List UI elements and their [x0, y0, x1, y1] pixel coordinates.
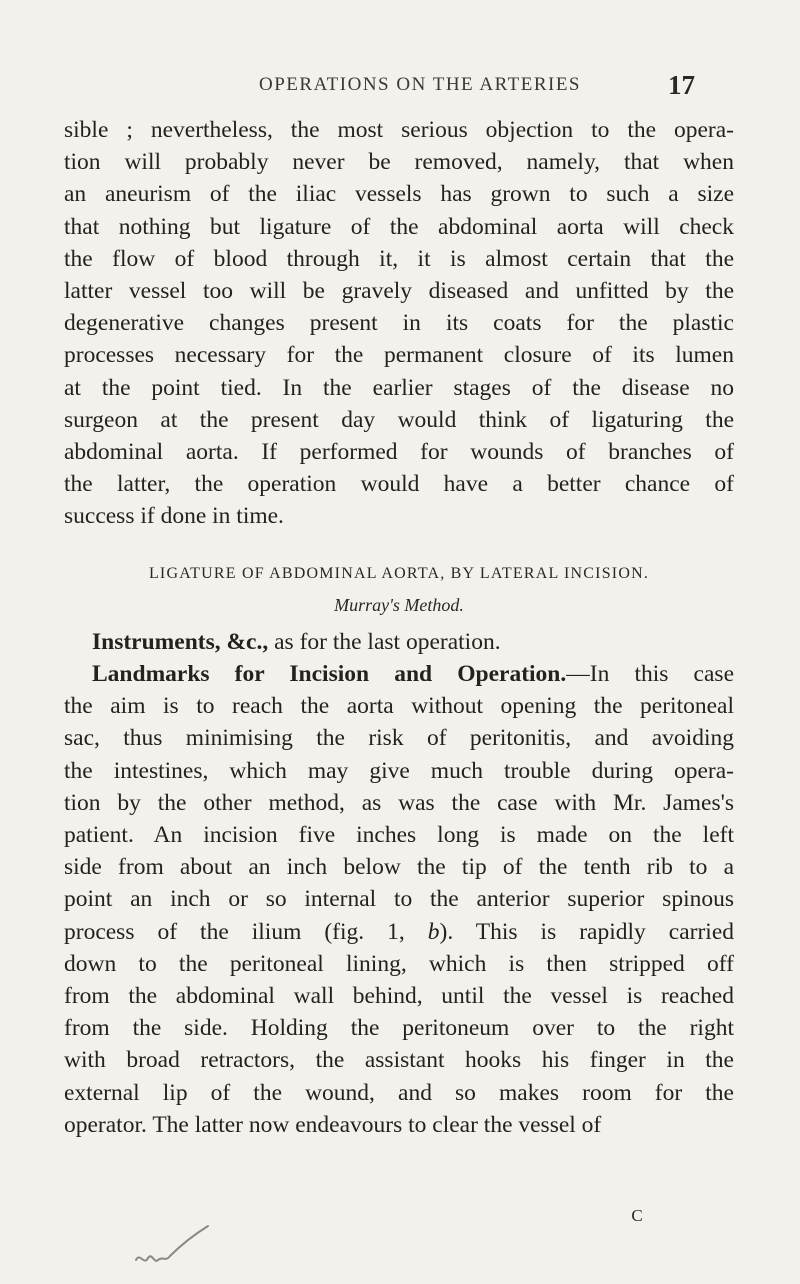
paragraph-3	[64, 658, 734, 1141]
text-line: sible ; nevertheless, the most serious objection to the opera-	[64, 117, 734, 143]
running-header	[150, 74, 690, 96]
text-line: processes necessary for the permanent closure of its lumen	[64, 342, 734, 369]
text-line: degenerative changes present in its coats for the plastic	[64, 310, 734, 337]
paragraph-2	[64, 626, 734, 658]
section-heading: LIGATURE OF ABDOMINAL AORTA, BY LATERAL INCISION.	[148, 565, 650, 582]
text-line: at the point tied. In the earlier stages of the disease no	[64, 374, 734, 401]
signature-mark: C	[631, 1206, 643, 1225]
text-line: external lip of the wound, and so makes room for the	[64, 1079, 734, 1106]
run-in-heading: Instruments, &c.,	[92, 629, 269, 655]
text-line: tion by the other method, as was the case with Mr. James's	[64, 789, 734, 816]
text-line: from the side. Holding the peritoneum over to the right	[64, 1015, 734, 1042]
paragraph-1	[64, 114, 734, 533]
text-span: ). This is rapidly carried	[439, 918, 734, 945]
text-line	[64, 916, 734, 948]
text-line: the latter, the operation would have a better chance of	[64, 471, 734, 498]
text-line	[64, 626, 734, 658]
text-line: point an inch or so internal to the anterior superior spinous	[64, 886, 734, 913]
text-line: side from about an inch below the tip of the tenth rib to a	[64, 854, 734, 881]
text-line: an aneurism of the iliac vessels has grown to such a size	[64, 181, 734, 208]
text-line: sac, thus minimising the risk of peritonitis, and avoiding	[64, 725, 734, 752]
figure-reference: b	[427, 918, 440, 945]
section-subheading: Murray's Method.	[334, 595, 464, 615]
text-line	[64, 658, 734, 690]
text-line: tion will probably never be removed, namely, that when	[64, 149, 734, 176]
text-line: patient. An incision five inches long is made on the left	[64, 822, 734, 849]
text-line: with broad retractors, the assistant hooks his finger in the	[64, 1047, 734, 1074]
text-line: the aim is to reach the aorta without opening the peritoneal	[64, 693, 734, 720]
text-span: —In this case	[566, 661, 734, 687]
text-line: surgeon at the present day would think of ligaturing the	[64, 406, 734, 433]
text-line: down to the peritoneal lining, which is then stripped off	[64, 950, 734, 977]
text-line: success if done in time.	[64, 503, 284, 530]
text-line: operator. The latter now endeavours to clear the vessel of	[64, 1111, 602, 1138]
pencil-scribble	[132, 1222, 212, 1270]
page-number: 17	[668, 70, 695, 100]
text-line: the flow of blood through it, it is almost certain that the	[64, 245, 734, 272]
text-line: that nothing but ligature of the abdominal aorta will check	[64, 213, 734, 240]
run-in-heading: Landmarks for Incision and Operation.	[92, 661, 567, 687]
text-line: latter vessel too will be gravely diseased and unfitted by the	[64, 278, 734, 305]
running-title: OPERATIONS ON THE ARTERIES	[259, 74, 581, 95]
text-line: from the abdominal wall behind, until the vessel is reached	[64, 983, 734, 1010]
text-line: abdominal aorta. If performed for wounds of branches of	[64, 439, 734, 466]
text-span: as for the last operation.	[268, 629, 501, 655]
text-span: process of the ilium (fig. 1,	[64, 918, 428, 945]
text-line: the intestines, which may give much trouble during opera-	[64, 757, 734, 784]
